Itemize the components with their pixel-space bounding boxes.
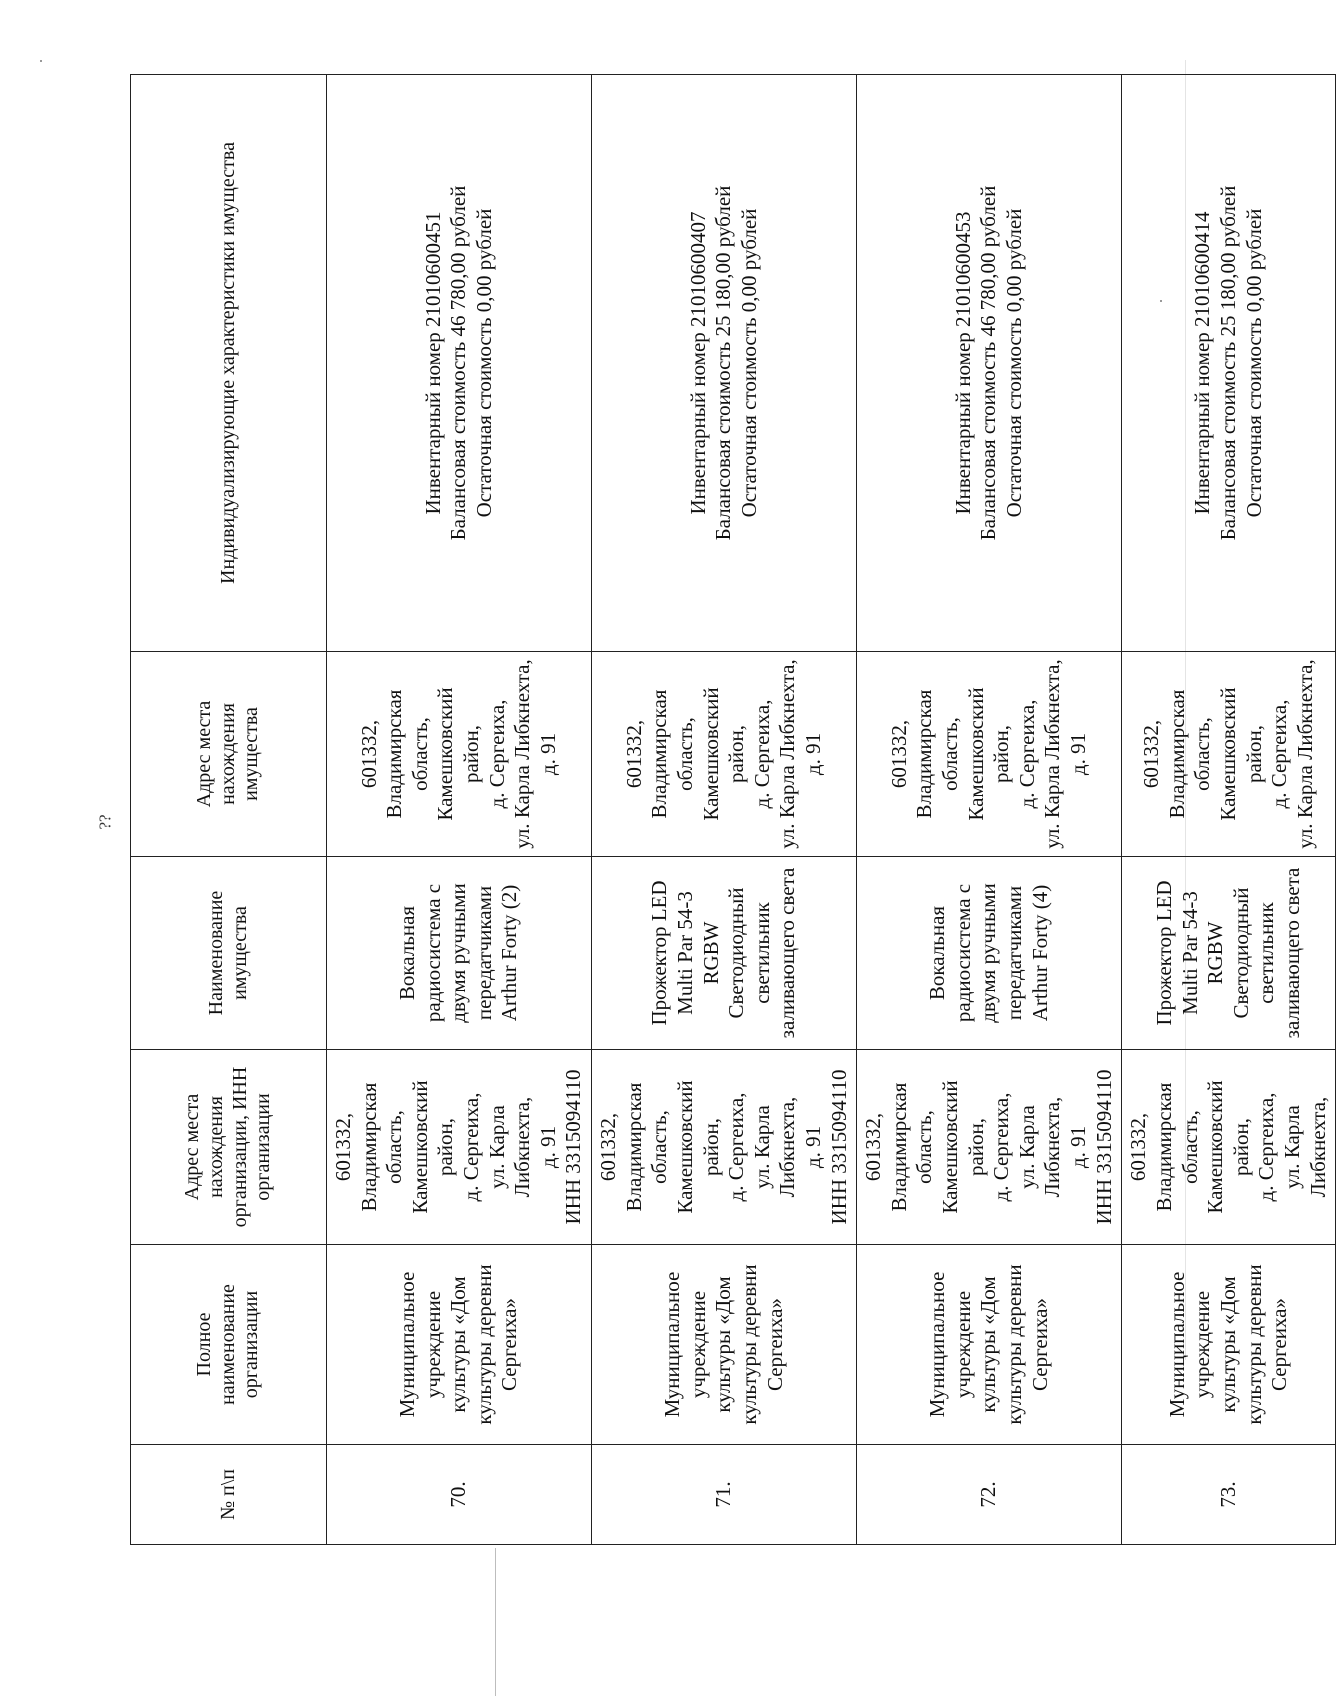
header-no: № п\п: [131, 1445, 327, 1545]
org-name-cell: Муниципальное учреждение культуры «Дом культуры деревни Сергеиха»: [327, 1245, 592, 1445]
header-org-address: Адрес места нахождения организации, ИНН организации: [131, 1050, 327, 1245]
property-name-cell: Прожектор LED Multi Par 54-3 RGBW Светодиодный светильник заливающего света: [1122, 857, 1336, 1050]
characteristics-cell: Инвентарный номер 21010600414 Балансовая стоимость 25 180,00 рублей Остаточная стоимость 0,00 рублей: [1122, 75, 1336, 652]
scan-artifact-dot: [40, 60, 42, 62]
property-name-cell: Прожектор LED Multi Par 54-3 RGBW Светодиодный светильник заливающего света: [592, 857, 857, 1050]
header-property-address: Адрес места нахождения имущества: [131, 652, 327, 857]
org-address-cell: 601332, Владимирская область, Камешковский район, д. Сергеиха, ул. Карла Либкнехта, д. 91 ИНН 3315094110: [327, 1050, 592, 1245]
table-row: [592, 75, 857, 1545]
characteristics-cell: Инвентарный номер 21010600453 Балансовая стоимость 46 780,00 рублей Остаточная стоимость 0,00 рублей: [857, 75, 1122, 652]
org-address-cell: 601332, Владимирская область, Камешковский район, д. Сергеиха, ул. Карла Либкнехта, д. 91 ИНН 3315094110: [592, 1050, 857, 1245]
row-number: 72.: [857, 1445, 1122, 1545]
org-name-cell: Муниципальное учреждение культуры «Дом культуры деревни Сергеиха»: [857, 1245, 1122, 1445]
header-property-name: Наименование имущества: [131, 857, 327, 1050]
org-name-cell: Муниципальное учреждение культуры «Дом культуры деревни Сергеиха»: [1122, 1245, 1336, 1445]
table-row: [857, 75, 1122, 1545]
rotated-table-container: [130, 75, 1330, 1545]
scan-artifact-line: [495, 1548, 496, 1696]
org-name-cell: Муниципальное учреждение культуры «Дом культуры деревни Сергеиха»: [592, 1245, 857, 1445]
property-address-cell: 601332, Владимирская область, Камешковский район, д. Сергеиха, ул. Карла Либкнехта, д. 91: [857, 652, 1122, 857]
table-row: [327, 75, 592, 1545]
characteristics-cell: Инвентарный номер 21010600407 Балансовая стоимость 25 180,00 рублей Остаточная стоимость 0,00 рублей: [592, 75, 857, 652]
header-characteristics: Индивидуализирующие характеристики имущества: [131, 75, 327, 652]
property-table: [130, 74, 1336, 1545]
row-number: 70.: [327, 1445, 592, 1545]
property-name-cell: Вокальная радиосистема с двумя ручными передатчиками Arthur Forty (2): [327, 857, 592, 1050]
property-address-cell: 601332, Владимирская область, Камешковский район, д. Сергеиха, ул. Карла Либкнехта,: [1122, 652, 1336, 857]
characteristics-cell: Инвентарный номер 21010600451 Балансовая стоимость 46 780,00 рублей Остаточная стоимость 0,00 рублей: [327, 75, 592, 652]
org-address-cell: 601332, Владимирская область, Камешковский район, д. Сергеиха, ул. Карла Либкнехта,: [1122, 1050, 1336, 1245]
table-row: [1122, 75, 1336, 1545]
row-number: 71.: [592, 1445, 857, 1545]
header-org-name: Полное наименование организации: [131, 1245, 327, 1445]
property-address-cell: 601332, Владимирская область, Камешковский район, д. Сергеиха, ул. Карла Либкнехта, д. 91: [592, 652, 857, 857]
property-name-cell: Вокальная радиосистема с двумя ручными передатчиками Arthur Forty (4): [857, 857, 1122, 1050]
page-number-mark: ??: [95, 814, 115, 830]
org-address-cell: 601332, Владимирская область, Камешковский район, д. Сергеиха, ул. Карла Либкнехта, д. 91 ИНН 3315094110: [857, 1050, 1122, 1245]
property-address-cell: 601332, Владимирская область, Камешковский район, д. Сергеиха, ул. Карла Либкнехта, д. 91: [327, 652, 592, 857]
row-number: 73.: [1122, 1445, 1336, 1545]
table-header-row: [131, 75, 327, 1545]
